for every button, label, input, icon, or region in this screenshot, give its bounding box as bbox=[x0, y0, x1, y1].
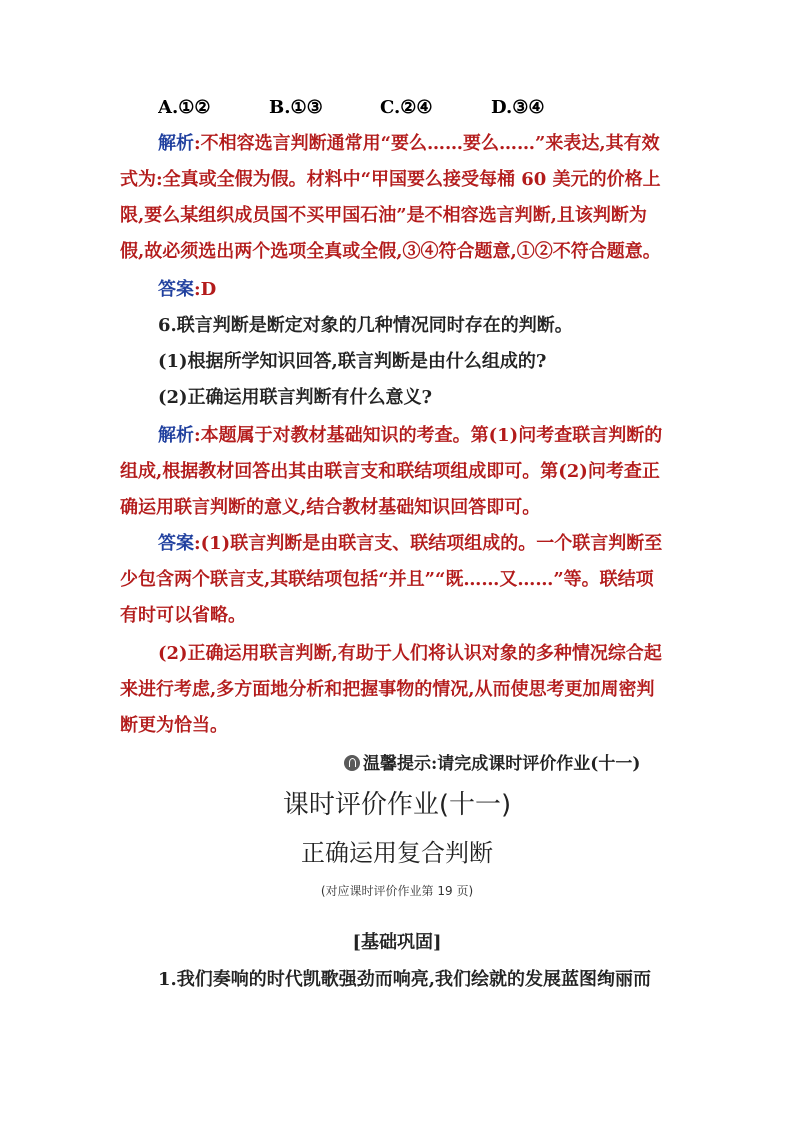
tip-bulb-icon bbox=[344, 755, 360, 771]
q6-sub-question-2: (2)正确运用联言判断有什么意义? bbox=[158, 387, 433, 408]
q6-answer2-line-3: 断更为恰当。 bbox=[120, 715, 228, 736]
q6-answer2-line-2: 来进行考虑,多方面地分析和把握事物的情况,从而使思考更加周密判 bbox=[120, 679, 655, 700]
q5-options bbox=[158, 90, 714, 126]
analysis-label: 解析 bbox=[158, 425, 194, 446]
homework-page-note: (对应课时评价作业第 19 页) bbox=[320, 884, 474, 898]
analysis-label: 解析 bbox=[158, 133, 194, 154]
section-heading: [基础巩固] bbox=[352, 932, 442, 953]
answer-label: 答案 bbox=[158, 279, 194, 300]
option-c: C.②④ bbox=[380, 97, 433, 118]
q5-analysis-line-2: 式为:全真或全假为假。材料中“甲国要么接受每桶 60 美元的价格上 bbox=[120, 169, 661, 190]
homework-q1: 1.我们奏响的时代凯歌强劲而响亮,我们绘就的发展蓝图绚丽而 bbox=[158, 969, 652, 990]
q6-answer-line-3: 有时可以省略。 bbox=[120, 605, 246, 626]
q6-stem: 6.联言判断是断定对象的几种情况同时存在的判断。 bbox=[158, 315, 573, 336]
q5-analysis-line-1: 解析:不相容选言判断通常用“要么……要么……”来表达,其有效 bbox=[158, 133, 660, 154]
q6-sub-question-1: (1)根据所学知识回答,联言判断是由什么组成的? bbox=[158, 351, 547, 372]
q6-answer-line-1: 答案:(1)联言判断是由联言支、联结项组成的。一个联言判断至 bbox=[158, 533, 663, 554]
q5-answer: 答案:D bbox=[158, 279, 217, 300]
option-d: D.③④ bbox=[491, 97, 545, 118]
reminder-tip: 温馨提示:请完成课时评价作业(十一) bbox=[344, 746, 684, 782]
answer-label: 答案 bbox=[158, 533, 194, 554]
option-a: A.①② bbox=[158, 97, 211, 118]
option-b: B.①③ bbox=[269, 97, 323, 118]
q6-answer2-line-1: (2)正确运用联言判断,有助于人们将认识对象的多种情况综合起 bbox=[158, 643, 662, 664]
q6-answer-line-2: 少包含两个联言支,其联结项包括“并且”“既……又……”等。联结项 bbox=[120, 569, 654, 590]
q6-analysis-line-2: 组成,根据教材回答出其由联言支和联结项组成即可。第(2)问考查正 bbox=[120, 461, 660, 482]
homework-title: 课时评价作业(十一) bbox=[282, 790, 512, 820]
q6-analysis-line-3: 确运用联言判断的意义,结合教材基础知识回答即可。 bbox=[120, 497, 541, 518]
q6-analysis-line-1: 解析:本题属于对教材基础知识的考查。第(1)问考查联言判断的 bbox=[158, 425, 663, 446]
q5-analysis-line-4: 假,故必须选出两个选项全真或全假,③④符合题意,①②不符合题意。 bbox=[120, 241, 661, 262]
q5-analysis-line-3: 限,要么某组织成员国不买甲国石油”是不相容选言判断,且该判断为 bbox=[120, 205, 647, 226]
homework-subtitle: 正确运用复合判断 bbox=[301, 839, 493, 867]
